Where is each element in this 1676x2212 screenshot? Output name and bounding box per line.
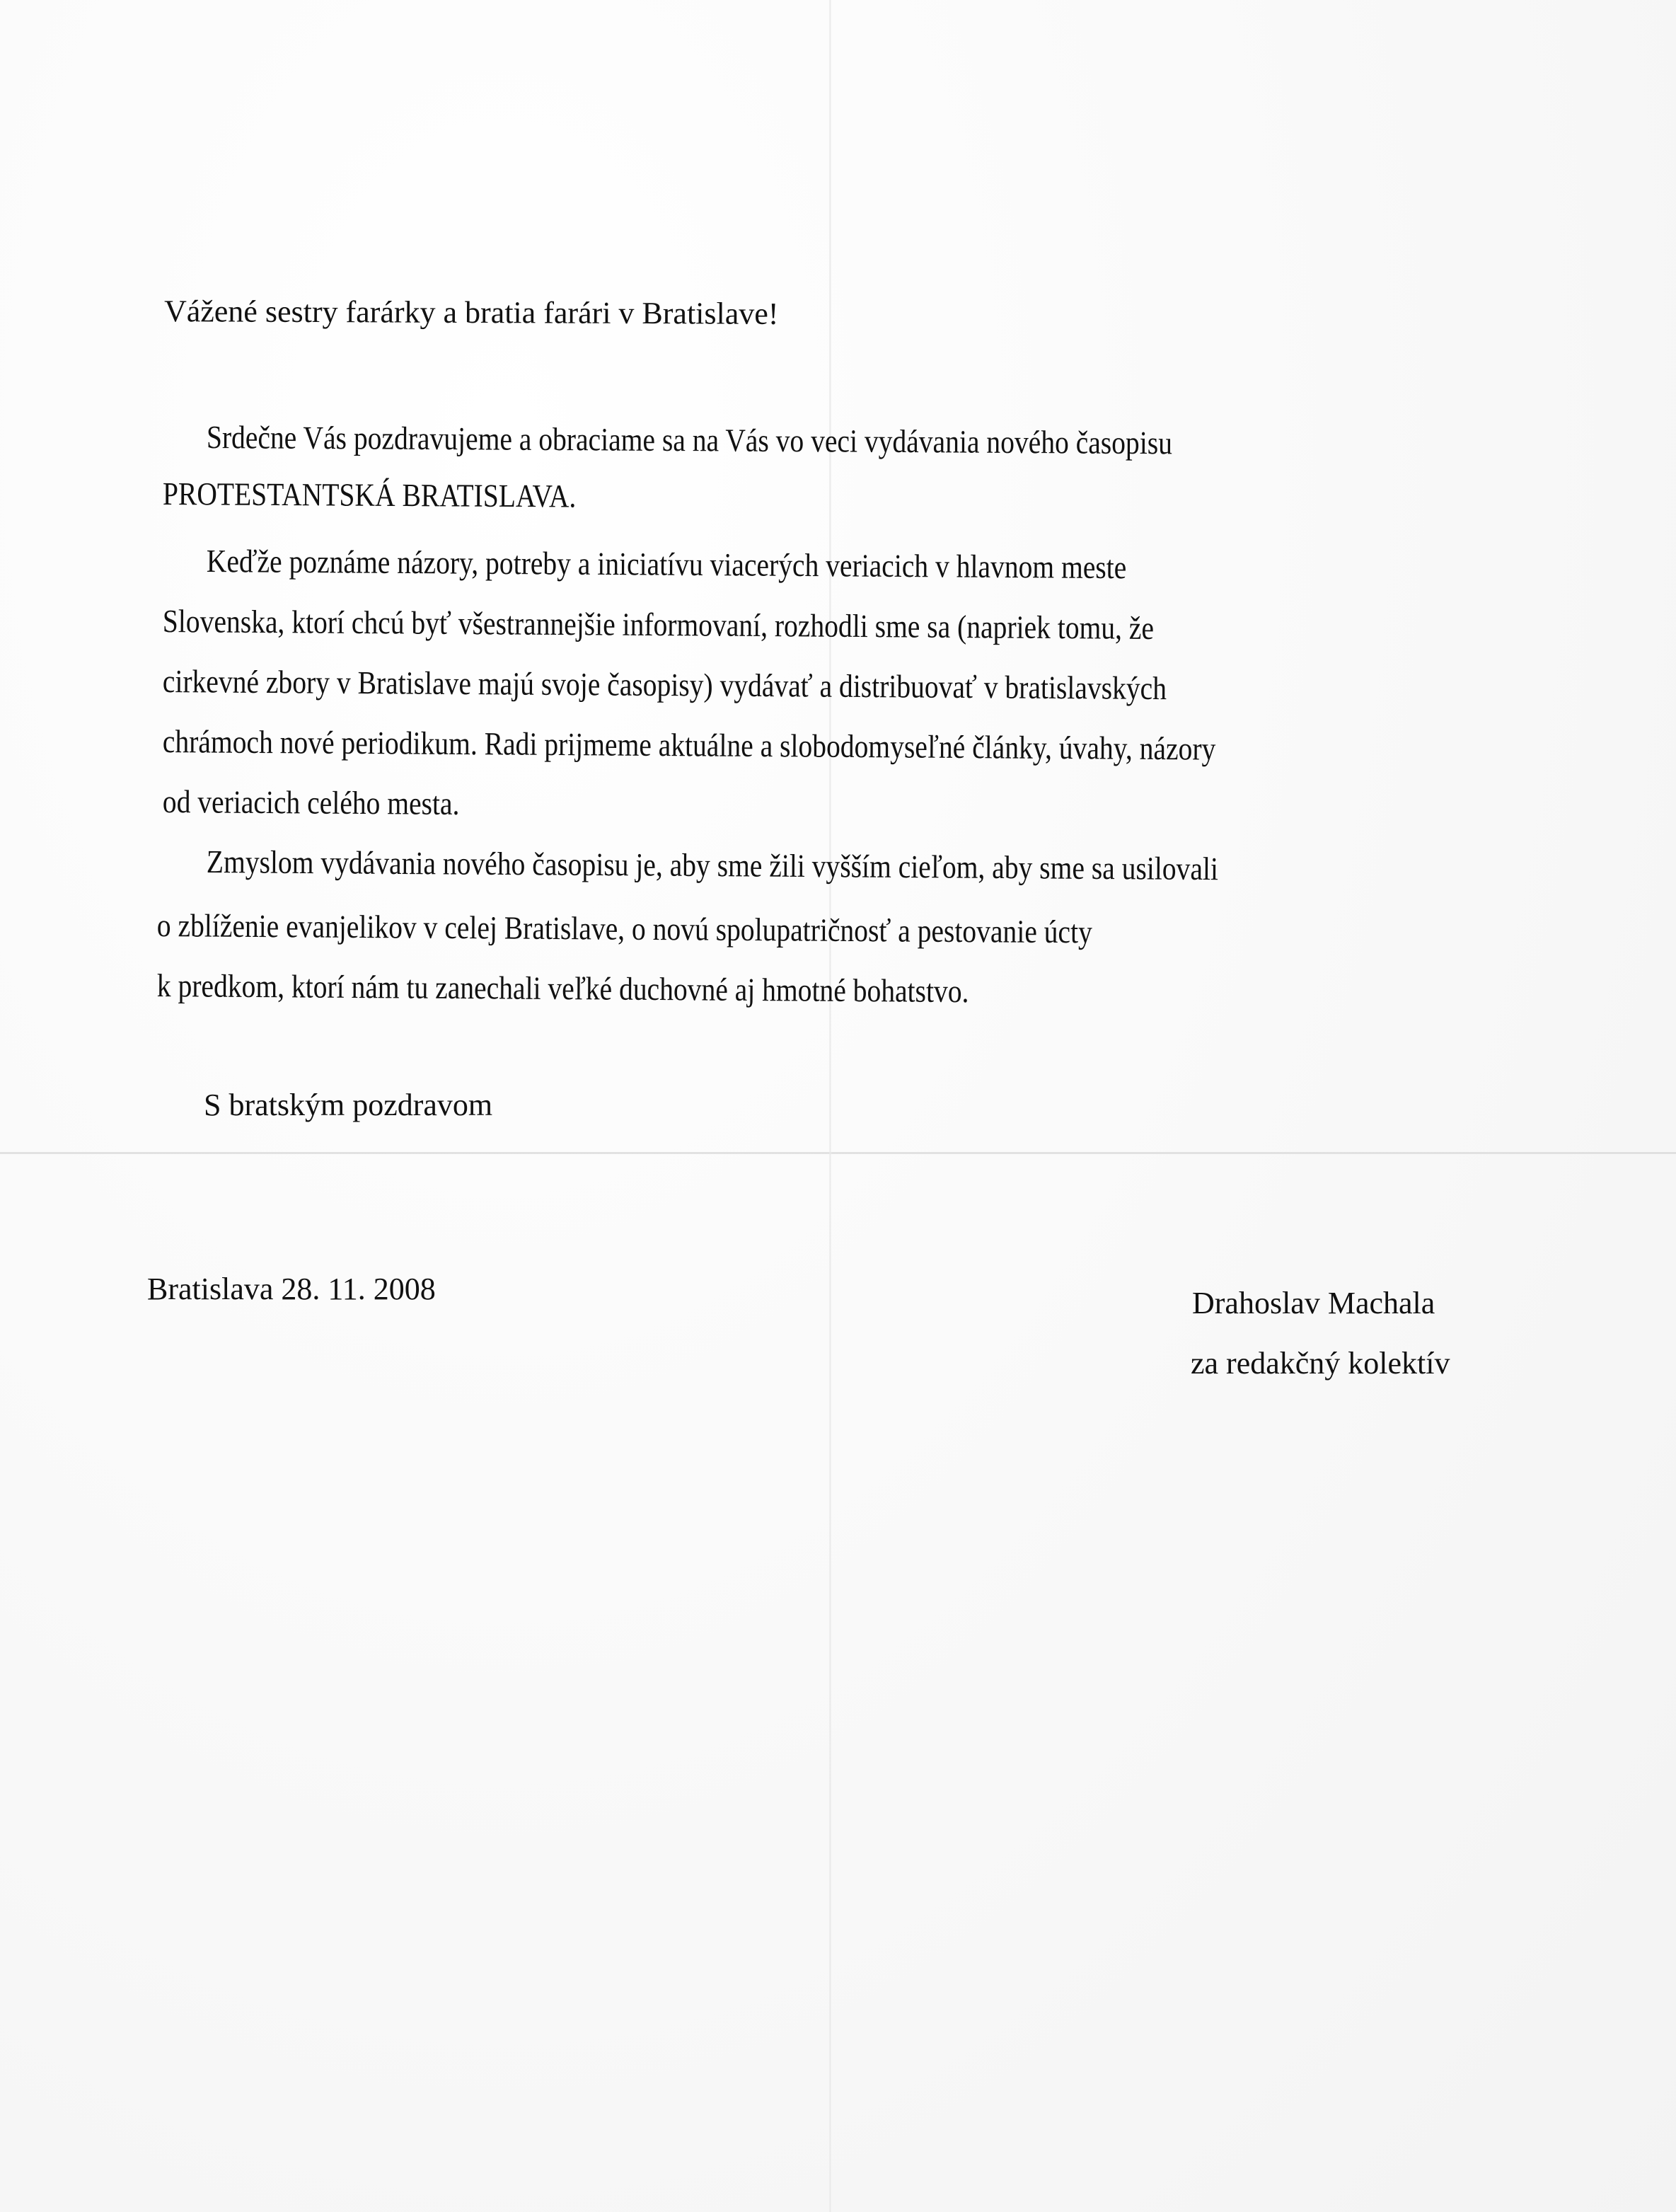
paragraph-2-line-5: od veriacich celého mesta. (162, 783, 460, 822)
paragraph-3-line-3: k predkom, ktorí nám tu zanechali veľké duchovné aj hmotné bohatstvo. (156, 967, 969, 1010)
paragraph-2-line-2: Slovenska, ktorí chcú byť všestrannejšie informovaní, rozhodli sme sa (napriek tomu, že (162, 603, 1155, 646)
salutation: Vážené sestry farárky a bratia farári v Bratislave! (163, 294, 779, 331)
place-date: Bratislava 28. 11. 2008 (147, 1272, 436, 1306)
paragraph-1-line-2: PROTESTANTSKÁ BRATISLAVA. (162, 476, 577, 514)
horizontal-fold-crease (0, 1152, 1676, 1154)
signature-name: Drahoslav Machala (1192, 1286, 1435, 1320)
signature-role: za redakčný kolektív (1191, 1346, 1450, 1381)
closing: S bratským pozdravom (204, 1088, 493, 1122)
vertical-fold-crease (829, 0, 831, 2212)
paragraph-3-line-1: Zmyslom vydávania nového časopisu je, aby sme žili vyšším cieľom, aby sme sa usilovali (206, 843, 1219, 887)
paragraph-2-line-1: Keďže poznáme názory, potreby a iniciatívu viacerých veriacich v hlavnom meste (206, 543, 1127, 586)
paragraph-1-line-1: Srdečne Vás pozdravujeme a obraciame sa na Vás vo veci vydávania nového časopisu (206, 419, 1173, 461)
paragraph-2-line-3: cirkevné zbory v Bratislave majú svoje časopisy) vydávať a distribuovať v bratislavských (162, 663, 1167, 707)
paragraph-2-line-4: chrámoch nové periodikum. Radi prijmeme aktuálne a slobodomyseľné články, úvahy, názory (162, 723, 1216, 767)
paragraph-3-line-2: o zblíženie evanjelikov v celej Bratislave, o novú spolupatričnosť a pestovanie úcty (156, 907, 1092, 950)
